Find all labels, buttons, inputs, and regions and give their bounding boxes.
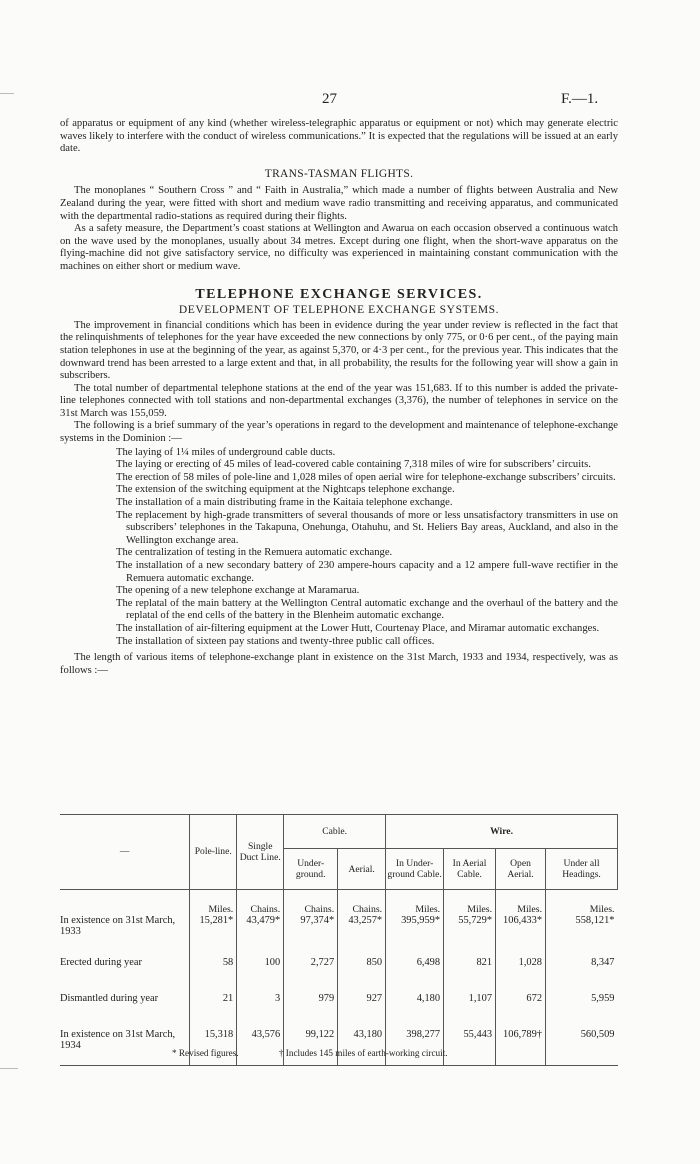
table-cell: 58	[190, 945, 237, 987]
development-subheading: DEVELOPMENT OF TELEPHONE EXCHANGE SYSTEMS.	[178, 304, 500, 317]
table-cell: 850	[338, 945, 386, 987]
list-item: The installation of sixteen pay stations and twenty-three public call offices.	[116, 635, 435, 647]
scan-mark	[0, 93, 14, 94]
unit-cell: Miles.	[190, 890, 237, 916]
column-header: In Aerial Cable.	[444, 849, 496, 890]
plant-table-wrapper	[60, 814, 618, 1066]
trans-tasman-heading: TRANS-TASMAN FLIGHTS.	[264, 167, 414, 180]
table-cell: 55,443	[444, 1023, 496, 1066]
list-item: The centralization of testing in the Remuera automatic exchange.	[116, 547, 393, 559]
list-item: The installation of a new secondary battery of 230 ampere-hours capacity and a 12 ampere full-wave rectifier in the Remuera automatic exchange.	[116, 560, 618, 584]
table-cell: 43,180	[338, 1023, 386, 1066]
column-header: Under-ground.	[284, 849, 338, 890]
table-cell: 979	[284, 987, 338, 1023]
table-cell: 15,281*	[190, 915, 237, 945]
unit-cell: Chains.	[237, 890, 284, 916]
table-footnotes	[172, 1048, 486, 1058]
table-cell: 15,318	[190, 1023, 237, 1066]
table-cell: 5,959	[546, 987, 618, 1023]
column-header: Aerial.	[338, 849, 386, 890]
trans-tasman-paragraph-1: The monoplanes “ Southern Cross ” and “ Faith in Australia,” which made a number of flights between Australia and New Zealand during the year, were fitted with short and medium wave radio transmitting and receiving apparatus, and communicated with the departmental radio-stations as required during their flights.	[60, 185, 618, 222]
table-row	[60, 1023, 618, 1066]
table-cell: 55,729*	[444, 915, 496, 945]
row-label: In existence on 31st March, 1933	[60, 915, 176, 937]
units-label	[60, 890, 190, 916]
column-header: Single Duct Line.	[237, 814, 284, 890]
page-number: 27	[322, 91, 337, 107]
list-item: The erection of 58 miles of pole-line and 1,028 miles of open aerial wire for telephone-exchange subscribers’ circuits.	[116, 471, 616, 483]
table-row	[60, 915, 618, 945]
unit-cell: Miles.	[496, 890, 546, 916]
unit-cell: Miles.	[386, 890, 444, 916]
body-text	[60, 118, 618, 677]
document-reference: F.—1.	[561, 91, 599, 107]
unit-cell: Miles.	[546, 890, 618, 916]
table-cell: 43,479*	[237, 915, 284, 945]
table-cell: 100	[237, 945, 284, 987]
wire-group-header: Wire.	[386, 814, 618, 849]
plant-table	[60, 814, 618, 1066]
row-label: Erected during year	[60, 957, 142, 968]
list-item: The laying of 1¼ miles of underground cable ducts.	[116, 446, 336, 458]
table-cell: 560,509	[546, 1023, 618, 1066]
table-row	[60, 945, 618, 987]
telephone-paragraph-2: The total number of departmental telephone stations at the end of the year was 151,683. If to this number is added the private-line telephones connected with toll stations and non-departmental exchanges (3,376), the number of telephones in service on the 31st March was 155,059.	[60, 382, 618, 419]
column-header: Open Aerial.	[496, 849, 546, 890]
table-cell: 927	[338, 987, 386, 1023]
telephone-paragraph-1: The improvement in financial conditions which has been in evidence during the year under review is reflected in the fact that the relinquishments of telephones for the year have exceeded the new connections by only 775, or 0·6 per cent., of the paying main station telephones in use at the beginning of the year, as against 5,370, or 4·3 per cent., for the previous year. This indicates that the downward trend has been arrested to a large extent and that, in all probability, the results for the following year will show a gain in subscribers.	[60, 319, 618, 382]
table-cell: 3	[237, 987, 284, 1023]
table-cell: 672	[496, 987, 546, 1023]
column-header: Pole-line.	[190, 814, 237, 890]
telephone-paragraph-3: The following is a brief summary of the year’s operations in regard to the development and maintenance of telephone-exchange systems in the Dominion :—	[60, 420, 618, 445]
table-cell: 558,121*	[546, 915, 618, 945]
scan-mark	[0, 1068, 18, 1069]
table-cell: 106,789†	[496, 1023, 546, 1066]
intro-paragraph: of apparatus or equipment of any kind (whether wireless-telegraphic apparatus or equipment or not) which may generate electric waves likely to interfere with the conduct of wireless communications.” It is expected that the regulations will be issued at an early date.	[60, 118, 618, 155]
telephone-paragraph-4: The length of various items of telephone-exchange plant in existence on the 31st March, 1933 and 1934, respectively, was as follows :—	[60, 652, 618, 676]
list-item: The installation of air-filtering equipment at the Lower Hutt, Courtenay Place, and Miramar automatic exchanges.	[116, 622, 600, 634]
table-cell: 821	[444, 945, 496, 987]
table-cell: 1,028	[496, 945, 546, 987]
table-cell: 398,277	[386, 1023, 444, 1066]
column-header: Under all Headings.	[546, 849, 618, 890]
table-cell: 97,374*	[284, 915, 338, 945]
list-item: The replatal of the main battery at the Wellington Central automatic exchange and the overhaul of the battery and the replatal of the end cells of the battery in the Blenheim automatic exchange.	[116, 597, 618, 622]
table-cell: 2,727	[284, 945, 338, 987]
table-cell: 21	[190, 987, 237, 1023]
trans-tasman-paragraph-2: As a safety measure, the Department’s coast stations at Wellington and Awarua on each occasion observed a continuous watch on the wave used by the monoplanes, usually about 34 metres. Except during one flight, when the short-wave apparatus on the flying-machine did not give satisfactory service, no difficulty was experienced in maintaining constant communication with the machines on either short or medium wave.	[60, 223, 618, 272]
table-cell: 106,433*	[496, 915, 546, 945]
telephone-heading: TELEPHONE EXCHANGE SERVICES.	[195, 286, 483, 302]
table-cell: 1,107	[444, 987, 496, 1023]
operations-list	[60, 447, 618, 649]
footnote-earth-working: † Includes 145 miles of earth-working circuit.	[278, 1048, 448, 1058]
row-label: In existence on 31st March, 1934	[60, 1023, 190, 1066]
unit-cell: Miles.	[444, 890, 496, 916]
cable-group-header: Cable.	[284, 814, 386, 849]
footnote-revised: * Revised figures.	[172, 1048, 239, 1058]
column-header: In Under-ground Cable.	[386, 849, 444, 890]
table-cell: 4,180	[386, 987, 444, 1023]
table-cell: 8,347	[546, 945, 618, 987]
list-item: The laying or erecting of 45 miles of lead-covered cable containing 7,318 miles of wire for subscribers’ circuits.	[116, 459, 591, 471]
unit-cell: Chains.	[338, 890, 386, 916]
table-cell: 6,498	[386, 945, 444, 987]
list-item: The extension of the switching equipment at the Nightcaps telephone exchange.	[116, 484, 455, 496]
table-cell: 43,576	[237, 1023, 284, 1066]
table-row	[60, 987, 618, 1023]
list-item: The replacement by high-grade transmitters of several thousands of more or less unsatisfactory transmitters in use on subscribers’ telephones in the Takapuna, Onehunga, Otahuhu, and St. Heliers Bay areas, Auckland, and also in the Wellington exchange area.	[116, 509, 618, 546]
table-cell: 43,257*	[338, 915, 386, 945]
table-cell: 99,122	[284, 1023, 338, 1066]
unit-cell: Chains.	[284, 890, 338, 916]
list-item: The opening of a new telephone exchange at Maramarua.	[116, 585, 360, 597]
table-cell: 395,959*	[386, 915, 444, 945]
corner-header: —	[60, 814, 190, 890]
list-item: The installation of a main distributing frame in the Kaitaia telephone exchange.	[116, 497, 453, 509]
row-label: Dismantled during year	[60, 993, 159, 1004]
